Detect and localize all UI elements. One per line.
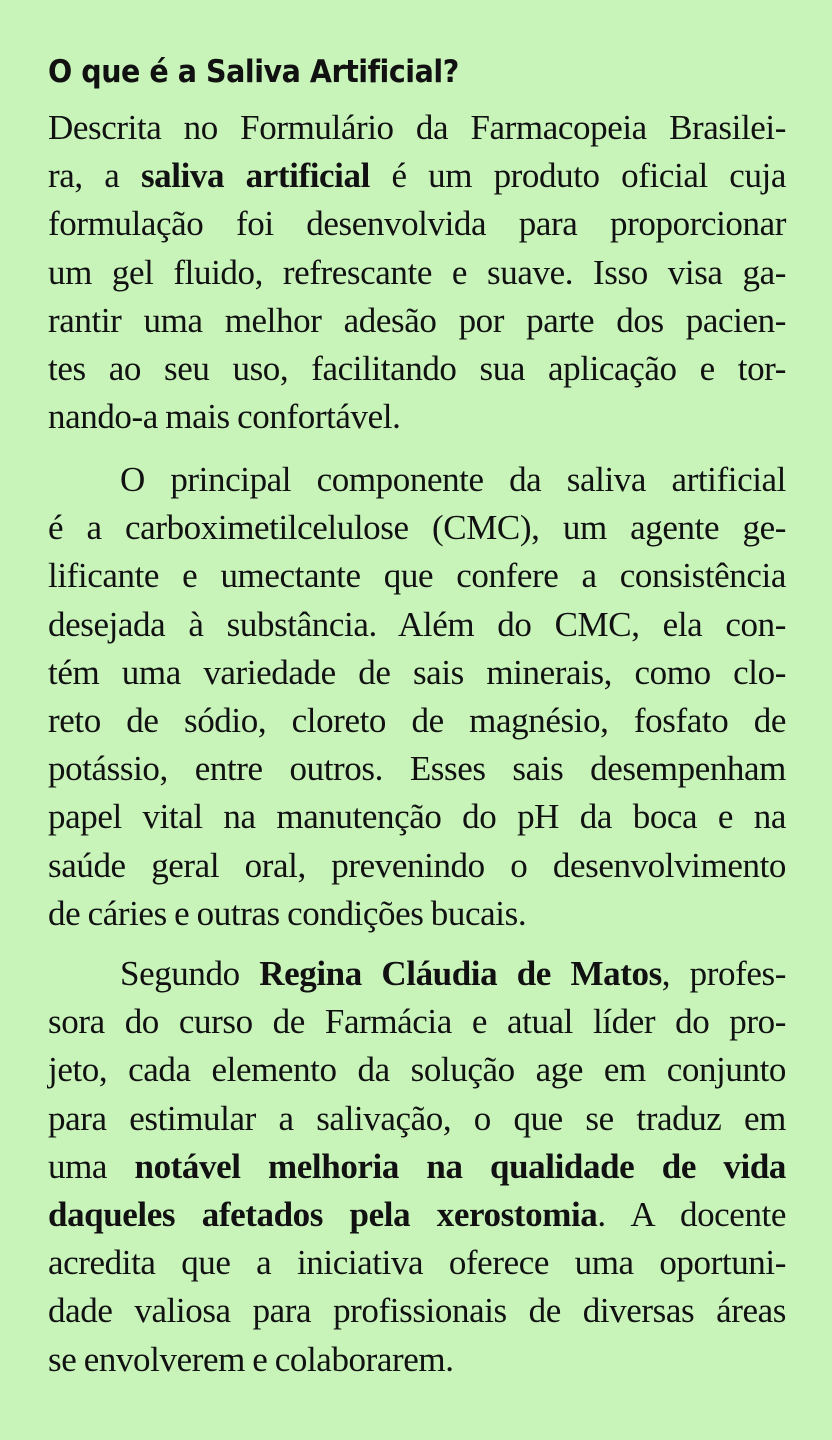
text-line [48,297,786,345]
text-run: acredita que a iniciativa oferece uma oportuni- [48,1243,786,1283]
text-line [48,793,786,841]
bold-text: daqueles afetados pela xerostomia [48,1195,598,1235]
text-run: nando-a mais confortável. [48,397,401,437]
text-run: rantir uma melhor adesão por parte dos pacien- [48,300,786,340]
paragraph-1 [48,104,786,441]
text-line [48,456,786,504]
text-run: se envolverem e colaborarem. [48,1339,454,1379]
text-line [48,1336,786,1384]
text-line [48,1287,786,1335]
text-run: dade valiosa para profissionais de diversas áreas [48,1291,786,1331]
text-line [48,1046,786,1094]
text-run: é a carboximetilcelulose (CMC), um agente ge- [48,508,786,548]
text-run: é um produto oficial cuja [369,156,786,196]
text-run: Descrita no Formulário da Farmacopeia Brasilei- [48,108,786,147]
text-line [48,998,786,1046]
text-run: de cáries e outras condições bucais. [48,893,527,933]
text-line [48,345,786,393]
bold-text: saliva artificial [140,156,370,196]
text-line [48,1239,786,1287]
text-line [48,697,786,745]
text-run: jeto, cada elemento da solução age em conjunto [48,1050,786,1090]
paragraph-2 [48,456,786,938]
text-line [48,1143,786,1191]
text-run: sora do curso de Farmácia e atual líder do pro- [48,1002,786,1042]
text-run: potássio, entre outros. Esses sais desempenham [48,749,786,789]
text-line [48,601,786,649]
text-line [48,1191,786,1239]
text-line [48,745,786,793]
text-line [48,649,786,697]
bold-text: notável melhoria na qualidade de vida [134,1146,786,1186]
text-run: lificante e umectante que confere a consistência [48,556,786,596]
text-run: tém uma variedade de sais minerais, como clo- [48,652,786,692]
text-run: O principal componente da saliva artificial [120,460,786,499]
bold-text: Regina Cláudia de Matos [259,954,662,993]
text-line [48,152,786,200]
text-run: desejada à substância. Além do CMC, ela con- [48,604,786,644]
text-line [48,104,786,152]
text-run: reto de sódio, cloreto de magnésio, fosfato de [48,701,786,741]
text-run: formulação foi desenvolvida para proporcionar [48,204,786,244]
text-line [48,504,786,552]
text-line [48,200,786,248]
text-run: , profes- [661,954,786,993]
text-run: saúde geral oral, prevenindo o desenvolvimento [48,845,786,885]
text-line [48,249,786,297]
text-line [48,950,786,998]
article-title: O que é a Saliva Artificial? [48,54,459,90]
text-run: ra, a [48,156,141,196]
text-line [48,890,786,938]
text-run: Segundo [120,954,260,993]
text-run: . A docente [597,1195,787,1235]
text-line [48,552,786,600]
text-run: tes ao seu uso, facilitando sua aplicação e tor- [48,349,786,389]
paragraph-3 [48,950,786,1384]
text-run: uma [48,1146,135,1186]
text-line [48,1095,786,1143]
text-run: um gel fluido, refrescante e suave. Isso visa ga- [48,252,786,292]
text-run: papel vital na manutenção do pH da boca e na [48,797,786,837]
text-run: para estimular a salivação, o que se traduz em [48,1098,786,1138]
text-line [48,842,786,890]
text-line [48,393,786,441]
